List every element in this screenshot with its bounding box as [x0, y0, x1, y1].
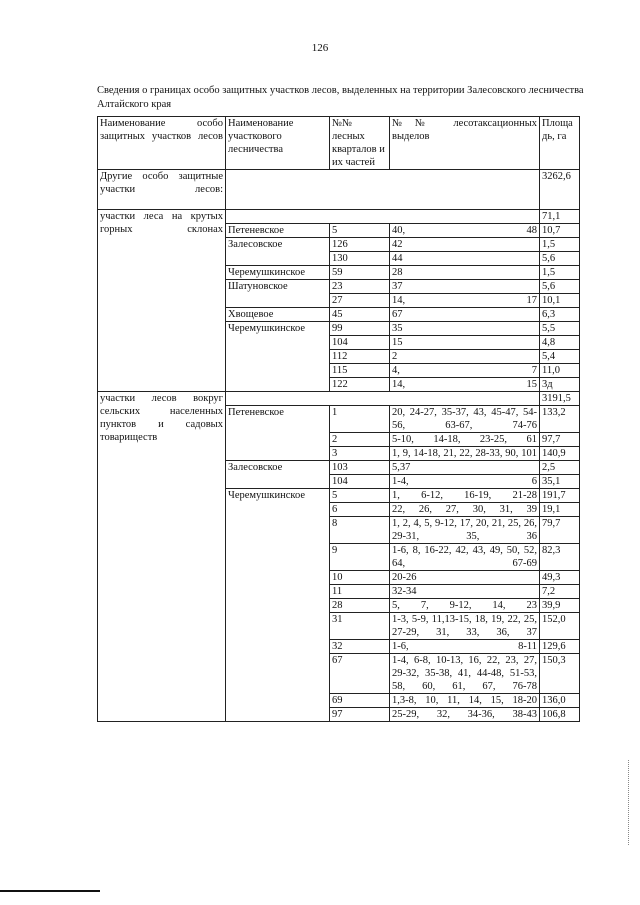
quarter-cell: 2: [330, 433, 390, 447]
area-cell: 35,1: [540, 475, 580, 489]
forestry-cell: Залесовское: [226, 461, 330, 489]
area-cell: 5,4: [540, 350, 580, 364]
plots-cell: 4, 7: [390, 364, 540, 378]
section-label: участки лесов вокруг сельских населенных пунктов и садовых товариществ: [98, 392, 226, 722]
header-cell: №№ лесных кварталов и их частей: [330, 117, 390, 170]
area-cell: 136,0: [540, 694, 580, 708]
quarter-cell: 59: [330, 266, 390, 280]
section-total: 71,1: [540, 210, 580, 224]
plots-cell: 20-26: [390, 571, 540, 585]
plots-cell: 35: [390, 322, 540, 336]
plots-cell: 37: [390, 280, 540, 294]
quarter-cell: 69: [330, 694, 390, 708]
plots-cell: 1, 9, 14-18, 21, 22, 28-33, 90, 101: [390, 447, 540, 461]
area-cell: 5,6: [540, 280, 580, 294]
plots-cell: 1, 2, 4, 5, 9-12, 17, 20, 21, 25, 26, 29-31, 35, 36: [390, 517, 540, 544]
area-cell: 3д: [540, 378, 580, 392]
area-cell: 133,2: [540, 406, 580, 433]
plots-cell: 28: [390, 266, 540, 280]
section-total: 3262,6: [540, 170, 580, 210]
plots-cell: 1-4, 6: [390, 475, 540, 489]
area-cell: 7,2: [540, 585, 580, 599]
plots-cell: 5,37: [390, 461, 540, 475]
area-cell: 10,7: [540, 224, 580, 238]
page-number: 126: [311, 42, 329, 54]
plots-cell: 2: [390, 350, 540, 364]
empty-cell: [226, 392, 540, 406]
header-cell: Наименование участкового лесничества: [226, 117, 330, 170]
quarter-cell: 10: [330, 571, 390, 585]
area-cell: 5,5: [540, 322, 580, 336]
plots-cell: 32-34: [390, 585, 540, 599]
empty-cell: [226, 210, 540, 224]
plots-cell: 42: [390, 238, 540, 252]
area-cell: 4,8: [540, 336, 580, 350]
forest-areas-table: [97, 116, 580, 722]
forestry-cell: Черемушкинское: [226, 489, 330, 722]
quarter-cell: 8: [330, 517, 390, 544]
quarter-cell: 23: [330, 280, 390, 294]
quarter-cell: 3: [330, 447, 390, 461]
quarter-cell: 45: [330, 308, 390, 322]
quarter-cell: 104: [330, 475, 390, 489]
quarter-cell: 5: [330, 489, 390, 503]
forestry-cell: Залесовское: [226, 238, 330, 266]
section-label: участки леса на крутых горных склонах: [98, 210, 226, 392]
quarter-cell: 130: [330, 252, 390, 266]
plots-cell: 22, 26, 27, 30, 31, 39: [390, 503, 540, 517]
area-cell: 97,7: [540, 433, 580, 447]
plots-cell: 25-29, 32, 34-36, 38-43: [390, 708, 540, 722]
area-cell: 39,9: [540, 599, 580, 613]
quarter-cell: 99: [330, 322, 390, 336]
quarter-cell: 11: [330, 585, 390, 599]
quarter-cell: 126: [330, 238, 390, 252]
forestry-cell: Хвощевое: [226, 308, 330, 322]
plots-cell: 15: [390, 336, 540, 350]
plots-cell: 1, 6-12, 16-19, 21-28: [390, 489, 540, 503]
other-total-row: [98, 170, 580, 210]
area-cell: 11,0: [540, 364, 580, 378]
section-total: 3191,5: [540, 392, 580, 406]
area-cell: 10,1: [540, 294, 580, 308]
header-cell: Наименование особо защитных участков лесов: [98, 117, 226, 170]
area-cell: 6,3: [540, 308, 580, 322]
header-cell: Площадь, га: [540, 117, 580, 170]
forestry-cell: Петеневское: [226, 406, 330, 461]
margin-mark: [628, 760, 630, 845]
area-cell: 1,5: [540, 238, 580, 252]
footer-rule: [0, 890, 100, 892]
quarter-cell: 6: [330, 503, 390, 517]
plots-cell: 20, 24-27, 35-37, 43, 45-47, 54-56, 63-67, 74-76: [390, 406, 540, 433]
plots-cell: 1,3-8, 10, 11, 14, 15, 18-20: [390, 694, 540, 708]
plots-cell: 1-3, 5-9, 11,13-15, 18, 19, 22, 25, 27-29, 31, 33, 36, 37: [390, 613, 540, 640]
quarter-cell: 115: [330, 364, 390, 378]
forestry-cell: Петеневское: [226, 224, 330, 238]
table-body: [98, 117, 580, 722]
slopes-total-row: [98, 210, 580, 224]
quarter-cell: 122: [330, 378, 390, 392]
area-cell: 140,9: [540, 447, 580, 461]
plots-cell: 44: [390, 252, 540, 266]
plots-cell: 1-6, 8, 16-22, 42, 43, 49, 50, 52, 64, 67-69: [390, 544, 540, 571]
empty-cell: [226, 170, 540, 210]
quarter-cell: 104: [330, 336, 390, 350]
area-cell: 150,3: [540, 654, 580, 694]
plots-cell: 5, 7, 9-12, 14, 23: [390, 599, 540, 613]
quarter-cell: 32: [330, 640, 390, 654]
area-cell: 191,7: [540, 489, 580, 503]
plots-cell: 40, 48: [390, 224, 540, 238]
plots-cell: 67: [390, 308, 540, 322]
area-cell: 19,1: [540, 503, 580, 517]
area-cell: 82,3: [540, 544, 580, 571]
quarter-cell: 103: [330, 461, 390, 475]
quarter-cell: 9: [330, 544, 390, 571]
quarter-cell: 97: [330, 708, 390, 722]
plots-cell: 14, 15: [390, 378, 540, 392]
settlements-total-row: [98, 392, 580, 406]
plots-cell: 14, 17: [390, 294, 540, 308]
quarter-cell: 31: [330, 613, 390, 640]
area-cell: 152,0: [540, 613, 580, 640]
area-cell: 5,6: [540, 252, 580, 266]
plots-cell: 1-4, 6-8, 10-13, 16, 22, 23, 27, 29-32, 35-38, 41, 44-48, 51-53, 58, 60, 61, 67, 76-78: [390, 654, 540, 694]
area-cell: 106,8: [540, 708, 580, 722]
header-row: [98, 117, 580, 170]
forestry-cell: Шатуновское: [226, 280, 330, 308]
section-label: Другие особо защитные участки лесов:: [98, 170, 226, 210]
quarter-cell: 112: [330, 350, 390, 364]
header-cell: №№ лесотаксационных выделов: [390, 117, 540, 170]
forestry-cell: Черемушкинское: [226, 322, 330, 392]
area-cell: 79,7: [540, 517, 580, 544]
area-cell: 129,6: [540, 640, 580, 654]
plots-cell: 5-10, 14-18, 23-25, 61: [390, 433, 540, 447]
plots-cell: 1-6, 8-11: [390, 640, 540, 654]
area-cell: 49,3: [540, 571, 580, 585]
forestry-cell: Черемушкинское: [226, 266, 330, 280]
table-caption: Сведения о границах особо защитных участков лесов, выделенных на территории Залесовского лесничества Алтайского края: [97, 85, 584, 110]
quarter-cell: 1: [330, 406, 390, 433]
quarter-cell: 28: [330, 599, 390, 613]
area-cell: 2,5: [540, 461, 580, 475]
quarter-cell: 27: [330, 294, 390, 308]
quarter-cell: 67: [330, 654, 390, 694]
area-cell: 1,5: [540, 266, 580, 280]
quarter-cell: 5: [330, 224, 390, 238]
